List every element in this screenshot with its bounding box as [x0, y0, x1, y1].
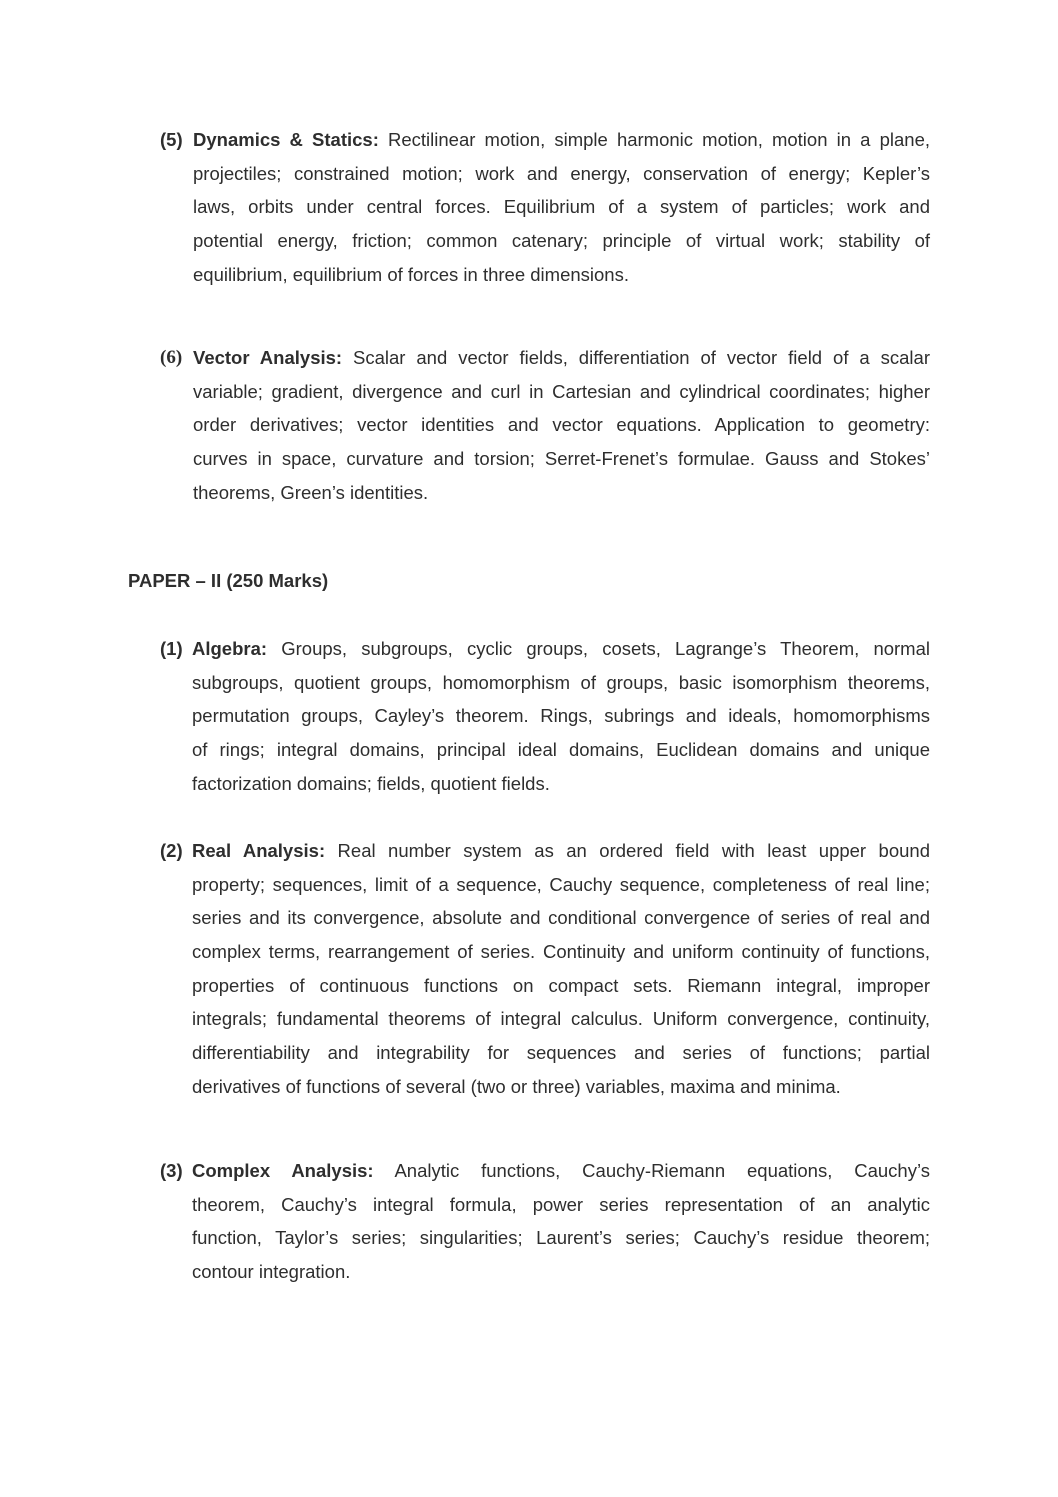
text-line: series and its convergence, absolute and conditional convergence of series of real and	[192, 907, 930, 929]
item-text: Analytic functions, Cauchy-Riemann equations, Cauchy’s	[373, 1160, 930, 1181]
text-line	[192, 632, 930, 666]
item-label: Real Analysis:	[192, 840, 326, 861]
text-line	[192, 1154, 930, 1188]
item-algebra	[160, 632, 930, 800]
text-line: factorization domains; fields, quotient fields.	[192, 772, 550, 794]
item-number: (5)	[160, 129, 183, 150]
item-label: Algebra:	[192, 638, 268, 659]
text-line: variable; gradient, divergence and curl in Cartesian and cylindrical coordinates; higher	[193, 380, 930, 402]
item-text: Rectilinear motion, simple harmonic motion, motion in a plane,	[378, 129, 931, 150]
text-line	[192, 834, 930, 868]
text-line: theorem, Cauchy’s integral formula, power series representation of an analytic	[192, 1193, 930, 1215]
item-number: (6)	[160, 347, 183, 368]
item-vector-analysis	[160, 341, 930, 509]
item-body	[193, 341, 930, 509]
item-text: Groups, subgroups, cyclic groups, cosets, Lagrange’s Theorem, normal	[267, 638, 930, 659]
item-body	[192, 1154, 930, 1289]
text-line: function, Taylor’s series; singularities; Laurent’s series; Cauchy’s residue theorem;	[192, 1227, 930, 1249]
text-line: differentiability and integrability for sequences and series of functions; partial	[192, 1042, 930, 1064]
text-line: contour integration.	[192, 1261, 351, 1283]
text-line: theorems, Green’s identities.	[193, 481, 429, 503]
paper-heading: PAPER – II (250 Marks)	[128, 570, 329, 591]
item-number: (3)	[160, 1160, 183, 1181]
text-line: projectiles; constrained motion; work and energy, conservation of energy; Kepler’s	[193, 162, 930, 184]
text-line: permutation groups, Cayley’s theorem. Rings, subrings and ideals, homomorphisms	[192, 705, 930, 727]
text-line: subgroups, quotient groups, homomorphism of groups, basic isomorphism theorems,	[192, 671, 930, 693]
text-line: integrals; fundamental theorems of integral calculus. Uniform convergence, continuity,	[192, 1008, 930, 1030]
text-line: curves in space, curvature and torsion; Serret-Frenet’s formulae. Gauss and Stokes’	[193, 448, 930, 470]
item-number: (1)	[160, 638, 183, 659]
item-label: Complex Analysis:	[192, 1160, 374, 1181]
text-line	[193, 341, 930, 375]
item-complex-analysis	[160, 1154, 930, 1289]
item-real-analysis	[160, 834, 930, 1104]
item-text: Scalar and vector fields, differentiation of vector field of a scalar	[342, 347, 930, 368]
text-line: potential energy, friction; common catenary; principle of virtual work; stability of	[193, 230, 930, 252]
text-line	[193, 123, 930, 157]
item-dynamics-statics	[160, 123, 930, 291]
text-line: complex terms, rearrangement of series. Continuity and uniform continuity of functions,	[192, 941, 930, 963]
item-text: Real number system as an ordered field with least upper bound	[325, 840, 930, 861]
text-line: properties of continuous functions on compact sets. Riemann integral, improper	[192, 974, 930, 996]
item-number: (2)	[160, 840, 183, 861]
item-body	[192, 834, 930, 1104]
text-line: of rings; integral domains, principal ideal domains, Euclidean domains and unique	[192, 739, 930, 761]
text-line: equilibrium, equilibrium of forces in three dimensions.	[193, 263, 629, 285]
item-label: Vector Analysis:	[193, 347, 343, 368]
text-line: laws, orbits under central forces. Equilibrium of a system of particles; work and	[193, 196, 930, 218]
item-body	[193, 123, 930, 291]
item-body	[192, 632, 930, 800]
text-line: derivatives of functions of several (two or three) variables, maxima and minima.	[192, 1075, 841, 1097]
item-label: Dynamics & Statics:	[193, 129, 379, 150]
text-line: order derivatives; vector identities and vector equations. Application to geometry:	[193, 414, 930, 436]
text-line: property; sequences, limit of a sequence, Cauchy sequence, completeness of real line;	[192, 873, 930, 895]
